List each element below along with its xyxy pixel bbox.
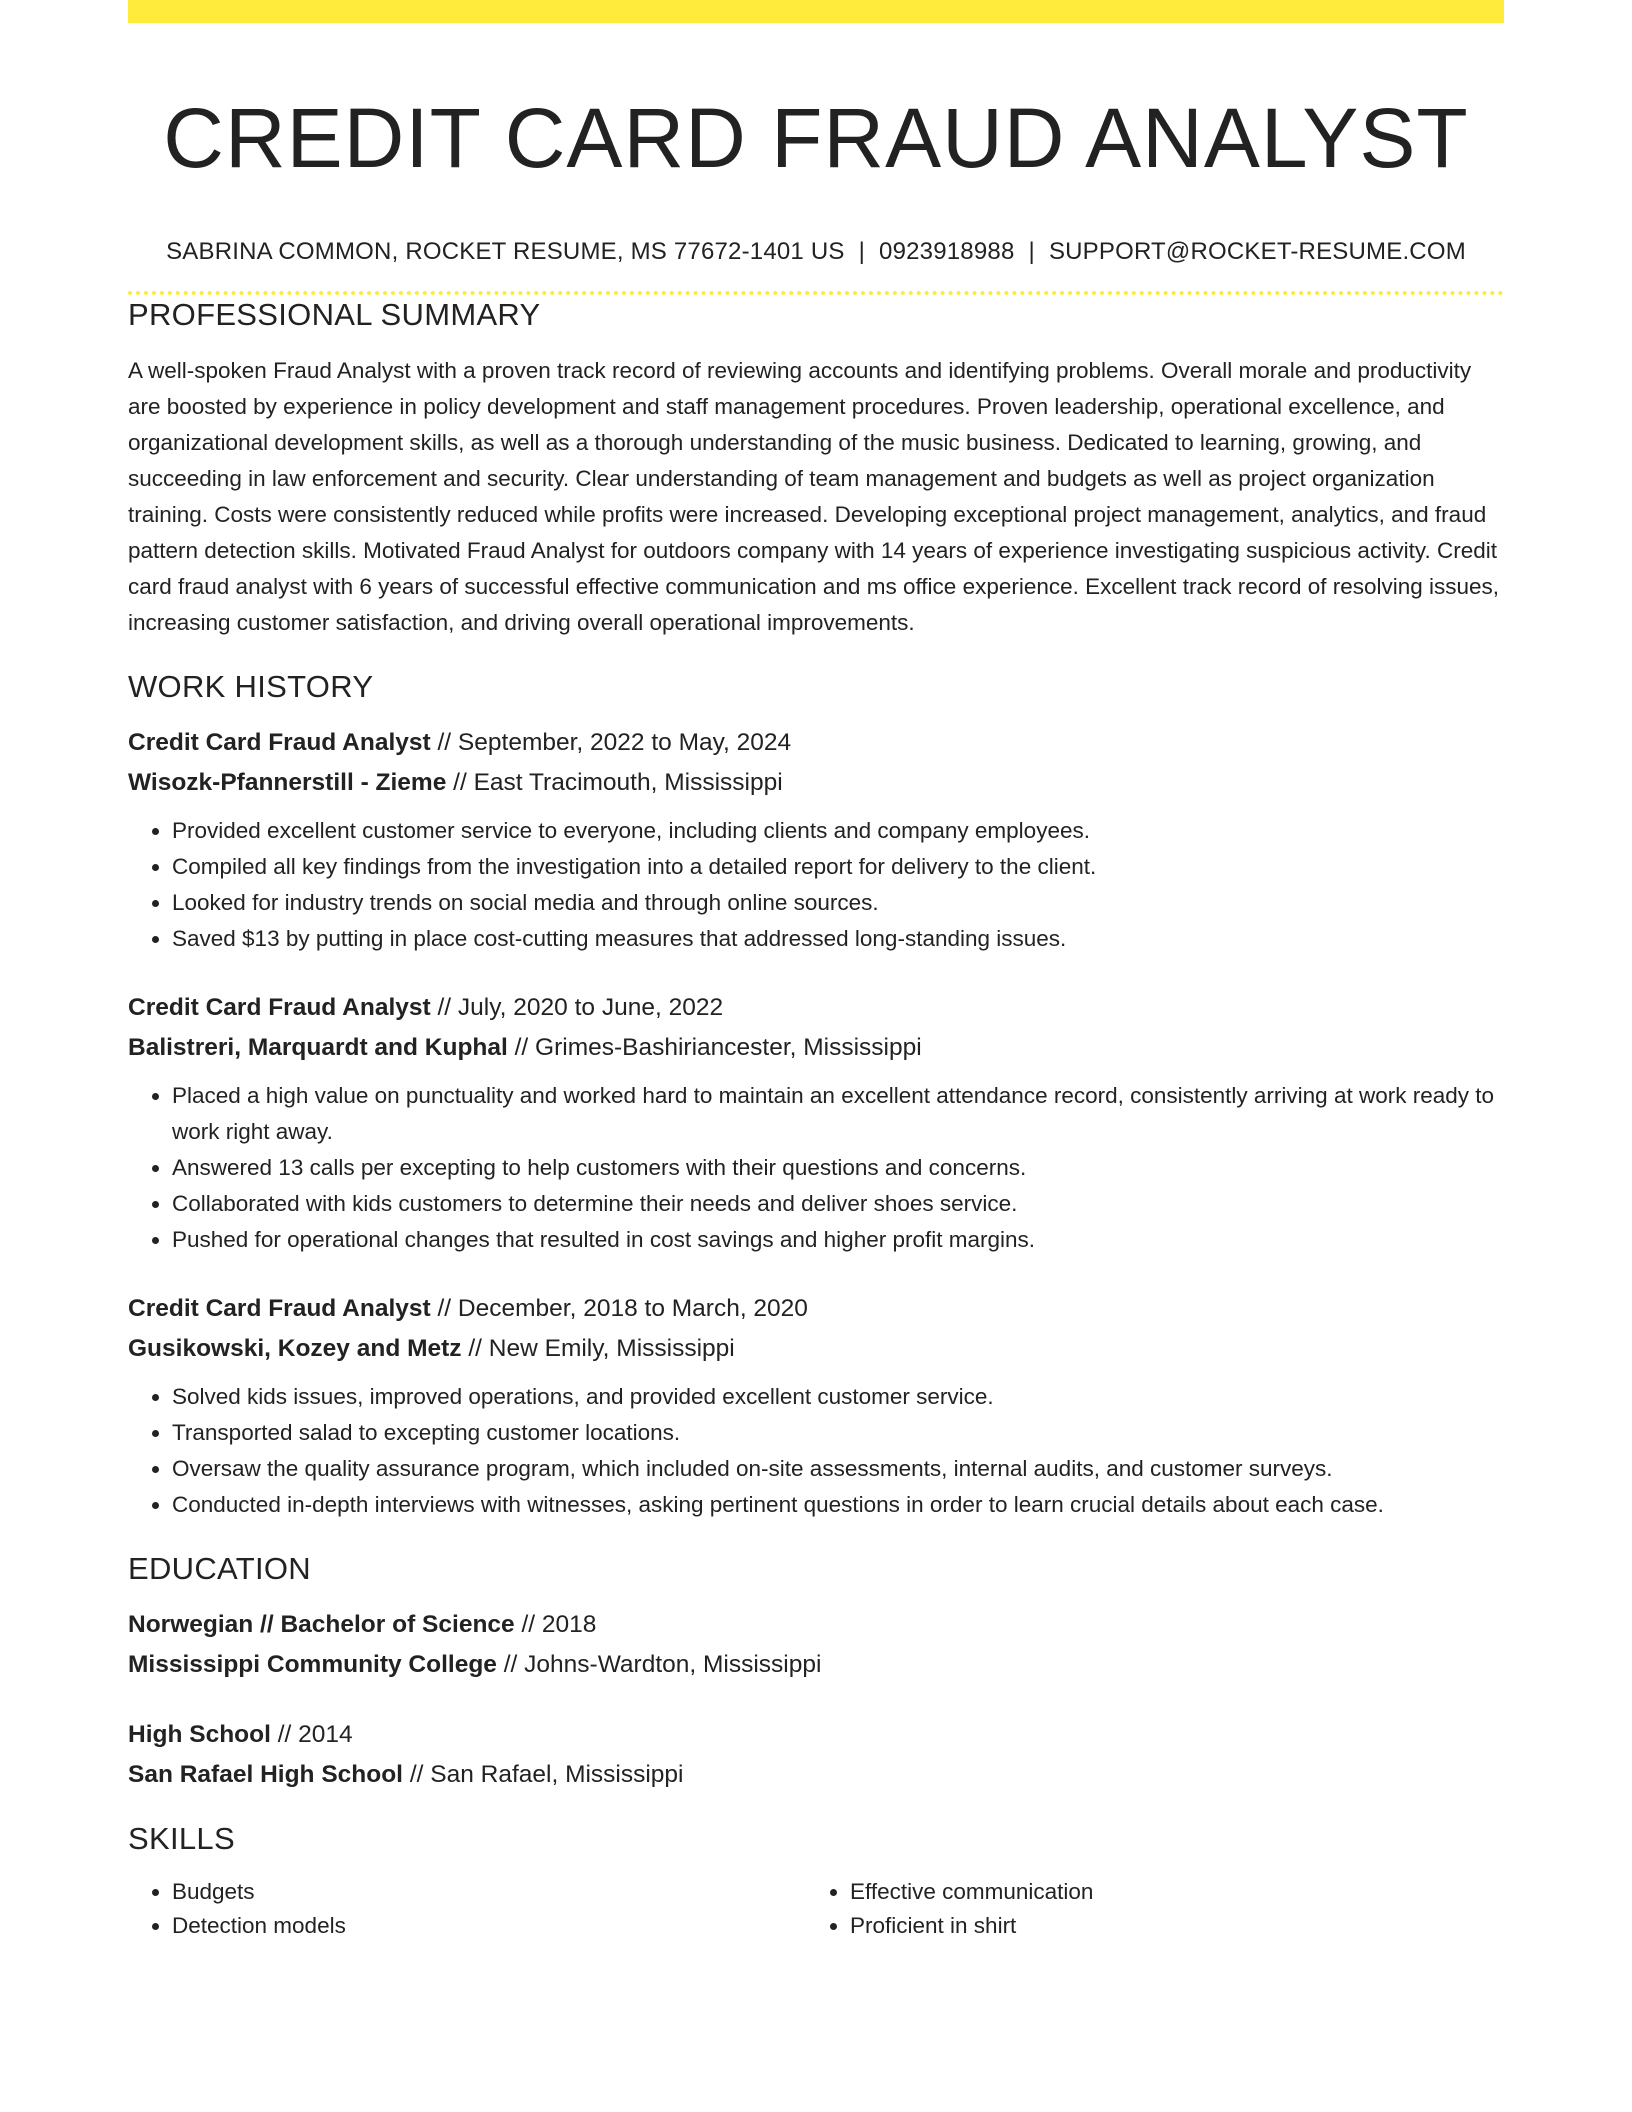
job-bullets	[128, 1078, 1504, 1258]
job-dates: // July, 2020 to June, 2022	[437, 994, 724, 1021]
education-entry	[128, 1605, 1504, 1685]
job-company: Gusikowski, Kozey and Metz	[128, 1335, 462, 1362]
job-location: // New Emily, Mississippi	[468, 1335, 735, 1362]
education-school: Mississippi Community College	[128, 1651, 497, 1678]
list-item: • Pushed for operational changes that resulted in cost savings and higher profit margins.	[172, 1222, 1504, 1258]
list-item: • Conducted in-depth interviews with witnesses, asking pertinent questions in order to learn crucial details about each case.	[172, 1487, 1504, 1523]
page-title: CREDIT CARD FRAUD ANALYST	[163, 91, 1469, 185]
list-item: • Proficient in shirt	[850, 1909, 1484, 1943]
job-title: Credit Card Fraud Analyst	[128, 994, 431, 1021]
job-bullets	[128, 1379, 1504, 1523]
education-degree: Norwegian // Bachelor of Science	[128, 1611, 515, 1638]
job-title: Credit Card Fraud Analyst	[128, 729, 431, 756]
list-item: • Answered 13 calls per excepting to help customers with their questions and concerns.	[172, 1150, 1504, 1186]
section-heading-summary: PROFESSIONAL SUMMARY	[128, 297, 541, 332]
list-item: • Budgets	[172, 1875, 806, 1909]
list-item: • Collaborated with kids customers to determine their needs and deliver shoes service.	[172, 1186, 1504, 1222]
job-title-line	[128, 988, 1504, 1028]
skills-list-left	[128, 1875, 806, 1943]
contact-separator: |	[1028, 238, 1035, 265]
job-title: Credit Card Fraud Analyst	[128, 1295, 431, 1322]
skills-columns	[128, 1875, 1504, 1943]
section-heading-skills: SKILLS	[128, 1821, 235, 1856]
job-company: Wisozk-Pfannerstill - Zieme	[128, 769, 447, 796]
job-company-line	[128, 763, 1504, 803]
job-bullets	[128, 813, 1504, 957]
contact-address: SABRINA COMMON, ROCKET RESUME, MS 77672-1401 US	[166, 238, 845, 265]
job-entry	[128, 988, 1504, 1258]
education-year: // 2018	[521, 1611, 597, 1638]
job-location: // Grimes-Bashiriancester, Mississippi	[514, 1034, 922, 1061]
resume-page	[128, 0, 1504, 1943]
education-degree-line	[128, 1605, 1504, 1645]
contact-separator: |	[858, 238, 866, 265]
education-degree-line	[128, 1715, 1504, 1755]
job-entry	[128, 1289, 1504, 1523]
job-dates: // September, 2022 to May, 2024	[437, 729, 792, 756]
education-location: // San Rafael, Mississippi	[409, 1761, 684, 1788]
contact-line	[128, 237, 1504, 267]
job-title-line	[128, 723, 1504, 763]
education-school-line	[128, 1755, 1504, 1795]
section-heading-education: EDUCATION	[128, 1551, 311, 1586]
education-entry	[128, 1715, 1504, 1795]
list-item: • Effective communication	[850, 1875, 1484, 1909]
job-company: Balistreri, Marquardt and Kuphal	[128, 1034, 508, 1061]
list-item: • Transported salad to excepting customer locations.	[172, 1415, 1504, 1451]
job-location: // East Tracimouth, Mississippi	[453, 769, 783, 796]
job-company-line	[128, 1329, 1504, 1369]
list-item: • Placed a high value on punctuality and worked hard to maintain an excellent attendance record, consistently arriving at work ready to work right away.	[172, 1078, 1504, 1150]
list-item: • Solved kids issues, improved operations, and provided excellent customer service.	[172, 1379, 1504, 1415]
job-entry	[128, 723, 1504, 957]
list-item: • Provided excellent customer service to everyone, including clients and company employees.	[172, 813, 1504, 849]
list-item: • Compiled all key findings from the investigation into a detailed report for delivery to the client.	[172, 849, 1504, 885]
education-location: // Johns-Wardton, Mississippi	[503, 1651, 822, 1678]
list-item: • Oversaw the quality assurance program, which included on-site assessments, internal audits, and customer surveys.	[172, 1451, 1504, 1487]
list-item: • Detection models	[172, 1909, 806, 1943]
list-item: • Looked for industry trends on social media and through online sources.	[172, 885, 1504, 921]
summary-text: A well-spoken Fraud Analyst with a proven track record of reviewing accounts and identifying problems. Overall morale and productivity are boosted by experience in policy development and staff management procedures. Proven leadership, operational excellence, and organizational development skills, as well as a thorough understanding of the music business. Dedicated to learning, growing, and succeeding in law enforcement and security. Clear understanding of team management and budgets as well as project organization training. Costs were consistently reduced while profits were increased. Developing exceptional project management, analytics, and fraud pattern detection skills. Motivated Fraud Analyst for outdoors company with 14 years of experience investigating suspicious activity. Credit card fraud analyst with 6 years of successful effective communication and ms office experience. Excellent track record of resolving issues, increasing customer satisfaction, and driving overall operational improvements.	[128, 358, 1500, 635]
list-item: • Saved $13 by putting in place cost-cutting measures that addressed long-standing issues.	[172, 921, 1504, 957]
section-heading-work: WORK HISTORY	[128, 669, 374, 704]
job-dates: // December, 2018 to March, 2020	[437, 1295, 808, 1322]
education-year: // 2014	[277, 1721, 353, 1748]
education-school-line	[128, 1645, 1504, 1685]
skills-list-right	[806, 1875, 1484, 1943]
top-accent-bar	[128, 0, 1504, 23]
education-school: San Rafael High School	[128, 1761, 403, 1788]
contact-email[interactable]: SUPPORT@ROCKET-RESUME.COM	[1048, 238, 1466, 265]
job-title-line	[128, 1289, 1504, 1329]
job-company-line	[128, 1028, 1504, 1068]
education-degree: High School	[128, 1721, 271, 1748]
contact-phone: 0923918988	[879, 238, 1015, 265]
